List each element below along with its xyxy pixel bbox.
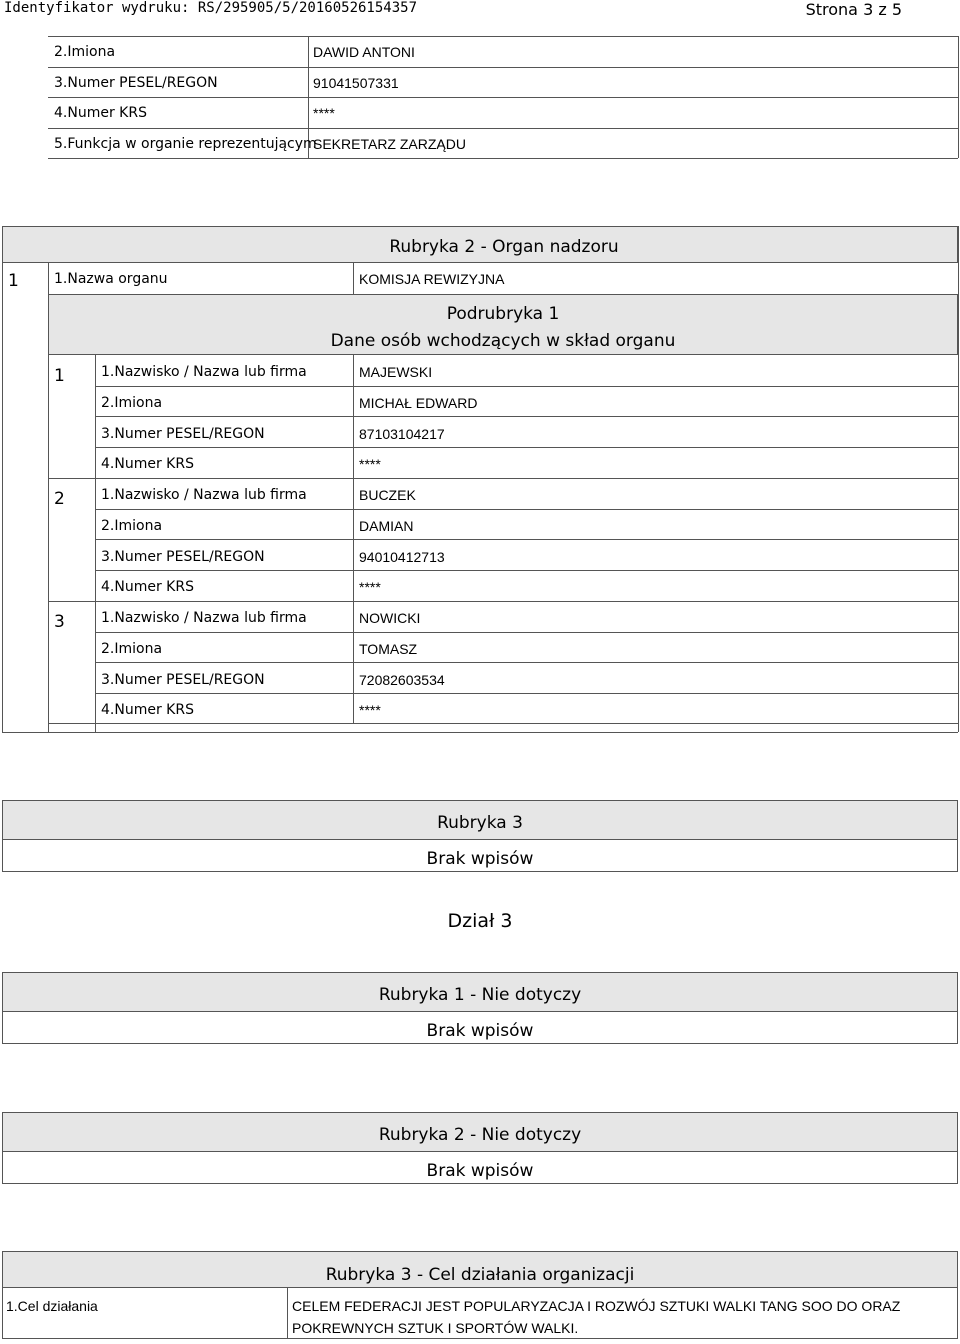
- podrubryka-subtitle: Dane osób wchodzących w skład organu: [330, 331, 676, 351]
- cel-label: 1.Cel działania: [6, 1298, 98, 1314]
- pesel-label: 3.Numer PESEL/REGON: [101, 672, 265, 688]
- rubryka1-empty: Brak wpisów: [426, 1021, 534, 1041]
- imiona-value: TOMASZ: [359, 641, 418, 657]
- pesel-value: 72082603534: [359, 672, 445, 688]
- imiona-value: MICHAŁ EDWARD: [359, 395, 478, 411]
- funkcja-label: 5.Funkcja w organie reprezentującym: [54, 136, 317, 152]
- pesel-label: 3.Numer PESEL/REGON: [101, 426, 265, 442]
- pesel-value: 94010412713: [359, 549, 445, 565]
- krs-value: ****: [359, 456, 381, 472]
- person-index: 3: [54, 612, 65, 632]
- pesel-value: 91041507331: [313, 75, 399, 91]
- krs-label: 4.Numer KRS: [101, 456, 194, 472]
- krs-label: 4.Numer KRS: [54, 105, 147, 121]
- rubryka2-nd-title: Rubryka 2 - Nie dotyczy: [378, 1125, 582, 1145]
- pesel-label: 3.Numer PESEL/REGON: [54, 75, 218, 91]
- imiona-label: 2.Imiona: [101, 395, 163, 411]
- krs-value: ****: [359, 579, 381, 595]
- print-identifier: Identyfikator wydruku: RS/295905/5/20160526154357: [4, 0, 418, 16]
- krs-value: ****: [313, 105, 335, 121]
- nazwisko-label: 1.Nazwisko / Nazwa lub firma: [101, 364, 307, 380]
- nazwisko-value: NOWICKI: [359, 610, 421, 626]
- imiona-label: 2.Imiona: [54, 44, 116, 60]
- krs-label: 4.Numer KRS: [101, 702, 194, 718]
- imiona-label: 2.Imiona: [101, 518, 163, 534]
- nazwisko-label: 1.Nazwisko / Nazwa lub firma: [101, 487, 307, 503]
- page-number: Strona 3 z 5: [805, 0, 902, 19]
- nazwa-organu-value: KOMISJA REWIZYJNA: [359, 271, 505, 287]
- krs-label: 4.Numer KRS: [101, 579, 194, 595]
- nazwisko-label: 1.Nazwisko / Nazwa lub firma: [101, 610, 307, 626]
- rubryka3-title: Rubryka 3: [437, 813, 523, 833]
- pesel-label: 3.Numer PESEL/REGON: [101, 549, 265, 565]
- nazwa-organu-label: 1.Nazwa organu: [54, 271, 168, 287]
- rubryka1-title: Rubryka 1 - Nie dotyczy: [378, 985, 582, 1005]
- imiona-value: DAWID ANTONI: [313, 44, 415, 60]
- imiona-label: 2.Imiona: [101, 641, 163, 657]
- rubryka2-nd-empty: Brak wpisów: [426, 1161, 534, 1181]
- rubryka3-cel-title: Rubryka 3 - Cel działania organizacji: [325, 1265, 635, 1285]
- nazwisko-value: MAJEWSKI: [359, 364, 433, 380]
- pesel-value: 87103104217: [359, 426, 445, 442]
- organ-index: 1: [8, 271, 19, 291]
- funkcja-value: SEKRETARZ ZARZĄDU: [313, 136, 466, 152]
- person-index: 1: [54, 366, 65, 386]
- rubryka3-empty: Brak wpisów: [426, 849, 534, 869]
- imiona-value: DAMIAN: [359, 518, 414, 534]
- cel-line-1: CELEM FEDERACJI JEST POPULARYZACJA I ROZWÓJ SZTUKI WALKI TANG SOO DO ORAZ: [292, 1298, 901, 1314]
- cel-line-2: POKREWNYCH SZTUK I SPORTÓW WALKI.: [292, 1320, 579, 1336]
- person-index: 2: [54, 489, 65, 509]
- podrubryka-title: Podrubryka 1: [446, 304, 560, 324]
- rubryka2-title: Rubryka 2 - Organ nadzoru: [389, 237, 619, 257]
- dzial3-title: Dział 3: [447, 910, 513, 932]
- nazwisko-value: BUCZEK: [359, 487, 416, 503]
- krs-value: ****: [359, 702, 381, 718]
